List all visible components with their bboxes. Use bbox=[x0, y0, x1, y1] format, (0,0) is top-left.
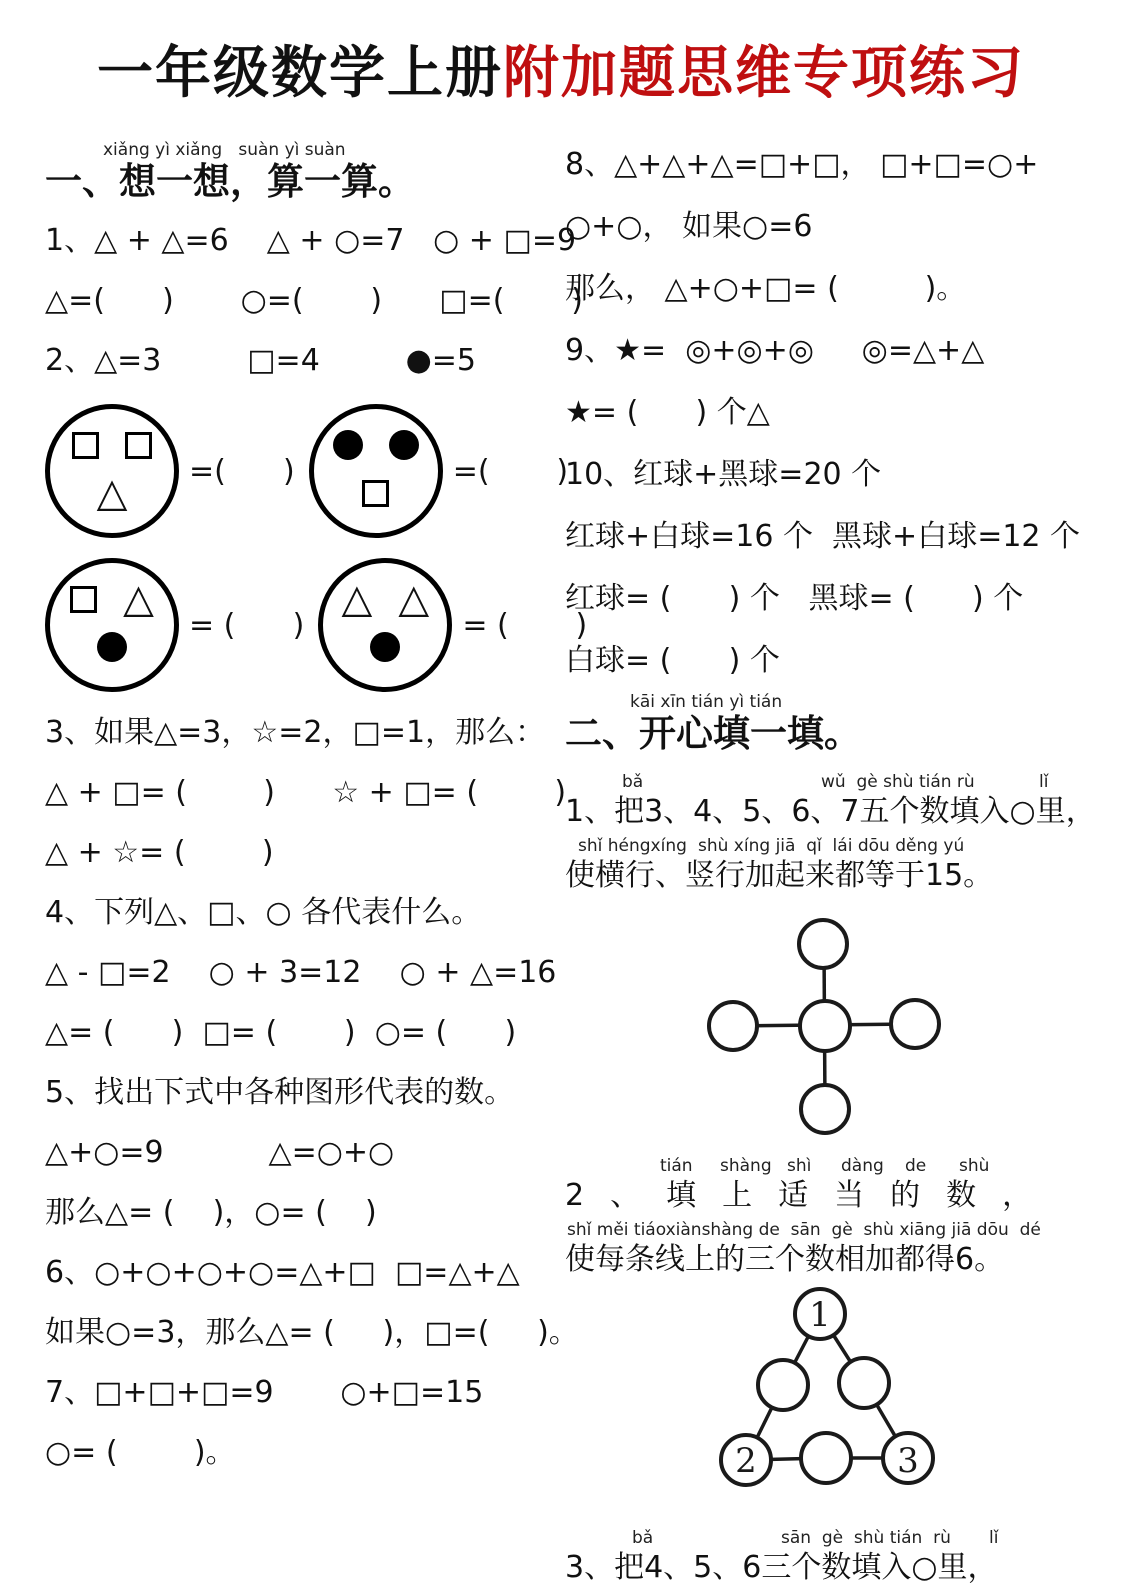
problem-8-condition: ○+○， 如果○=6 bbox=[565, 209, 813, 244]
face-1-blank: =( ) bbox=[189, 453, 295, 489]
problem-5-blanks: 那么△= ( )，○= ( ) bbox=[45, 1195, 377, 1230]
cross-node-bottom bbox=[801, 1085, 849, 1133]
triangle-shape-icon: △ bbox=[398, 576, 430, 622]
problem-2-given: 2、△=3 □=4 ●=5 bbox=[45, 343, 477, 378]
cross-node-center bbox=[800, 1001, 850, 1051]
cross-node-left bbox=[709, 1002, 757, 1050]
square-shape-icon bbox=[362, 480, 389, 507]
triangle-label-3: 3 bbox=[897, 1441, 919, 1481]
cross-node-top bbox=[799, 920, 847, 968]
title-black-part: 一年级数学上册 bbox=[97, 40, 503, 106]
problem-4-prompt: 4、下列△、□、○ 各代表什么。 bbox=[45, 895, 482, 930]
s2-problem-1-line-2: shǐ héngxíng shù xíng jiā qǐ lái dōu děng yú 使横行、竖行加起来都等于15。 bbox=[565, 836, 1100, 894]
problem-1-equations: 1、△ + △=6 △ + ○=7 ○ + □=9 bbox=[45, 223, 577, 258]
problem-6-blanks: 如果○=3，那么△= ( )，□=( )。 bbox=[45, 1315, 579, 1350]
triangle-shape-icon: △ bbox=[123, 576, 154, 622]
face-circle-3 bbox=[45, 558, 179, 692]
title-red-part: 附加题思维专项练习 bbox=[503, 40, 1025, 106]
cross-number-diagram bbox=[565, 902, 1100, 1152]
triangle-node-bottom-mid bbox=[801, 1433, 851, 1483]
dot-shape-icon bbox=[333, 430, 363, 460]
problem-3-given: 3、如果△=3，☆=2，□=1，那么： bbox=[45, 715, 546, 750]
problem-1-blanks: △=( ) ○=( ) □=( ) bbox=[45, 283, 583, 318]
right-column bbox=[565, 140, 1100, 1587]
problem-4-equations: △ - □=2 ○ + 3=12 ○ + △=16 bbox=[45, 955, 557, 990]
section-1-pinyin: xiǎng yì xiǎng suàn yì suàn bbox=[103, 140, 346, 160]
face-diagram-row-1 bbox=[45, 404, 569, 538]
face-circle-2 bbox=[309, 404, 443, 538]
problem-9-equations: 9、★= ◎+◎+◎ ◎=△+△ bbox=[565, 333, 985, 368]
cross-node-right bbox=[891, 1000, 939, 1048]
s2-problem-2-line-1: tián shàng shì dàng de shù 2、填上适当的数， bbox=[565, 1156, 1100, 1214]
triangle-node-left-mid bbox=[758, 1360, 808, 1410]
pinyin-row: bǎ wǔ gè shù tián rù lǐ bbox=[622, 772, 1049, 792]
face-diagram-row-2 bbox=[45, 558, 588, 692]
pinyin-row: shǐ héngxíng shù xíng jiā qǐ lái dōu děng yú bbox=[578, 836, 965, 856]
problem-5-prompt: 5、找出下式中各种图形代表的数。 bbox=[45, 1075, 515, 1110]
section-1-header bbox=[45, 140, 553, 202]
triangle-shape-icon: △ bbox=[96, 470, 128, 516]
dot-shape-icon bbox=[97, 632, 127, 662]
section-2-heading: 二、开心填一填。 bbox=[565, 711, 861, 755]
problem-8-equations: 8、△+△+△=□+□， □+□=○+ bbox=[565, 147, 1039, 182]
page-title bbox=[0, 38, 1122, 108]
problem-8-blanks: 那么， △+○+□= ( )。 bbox=[565, 271, 967, 306]
face-2-blank: =( ) bbox=[452, 453, 569, 489]
section-2-pinyin: kāi xīn tián yì tián bbox=[630, 692, 783, 712]
face-circle-1 bbox=[45, 404, 179, 538]
square-shape-icon bbox=[72, 432, 99, 459]
face-4-blank: = ( ) bbox=[462, 607, 588, 643]
square-shape-icon bbox=[70, 586, 97, 613]
problem-10-blanks-1: 红球= ( ) 个 黑球= ( ) 个 bbox=[565, 581, 1024, 616]
triangle-label-1: 1 bbox=[809, 1295, 831, 1335]
problem-5-equations: △+○=9 △=○+○ bbox=[45, 1135, 395, 1170]
triangle-shape-icon: △ bbox=[341, 576, 373, 622]
problem-7-blanks: ○= ( )。 bbox=[45, 1435, 236, 1470]
s2-problem-1-line-1: bǎ wǔ gè shù tián rù lǐ 1、把3、4、5、6、7五个数填入○里， bbox=[565, 772, 1100, 830]
section-2-header bbox=[565, 692, 1100, 754]
left-column bbox=[45, 140, 588, 1496]
face-3-blank: = ( ) bbox=[189, 607, 305, 643]
pinyin-row: shǐ měi tiáoxiànshàng de sān gè shù xiāng jiā dōu dé bbox=[567, 1220, 1041, 1240]
pinyin-row: tián shàng shì dàng de shù bbox=[660, 1156, 990, 1176]
s2-problem-2-line-2: shǐ měi tiáoxiànshàng de sān gè shù xiāng jiā dōu dé 使每条线上的三个数相加都得6。 bbox=[565, 1220, 1100, 1278]
problem-3-blanks-1: △ + □= ( ) ☆ + □= ( ) bbox=[45, 775, 567, 810]
problem-3-blanks-2: △ + ☆= ( ) bbox=[45, 835, 274, 870]
triangle-label-2: 2 bbox=[735, 1441, 757, 1481]
problem-9-blanks: ★= ( ) 个△ bbox=[565, 395, 770, 430]
problem-10-given-1: 10、红球+黑球=20 个 bbox=[565, 457, 882, 492]
problem-7-equations: 7、□+□+□=9 ○+□=15 bbox=[45, 1375, 484, 1410]
pinyin-row: bǎ sān gè shù tián rù lǐ bbox=[632, 1528, 999, 1548]
problem-10-given-2: 红球+白球=16 个 黑球+白球=12 个 bbox=[565, 519, 1081, 554]
triangle-node-right-mid bbox=[839, 1358, 889, 1408]
triangle-number-diagram bbox=[565, 1284, 1100, 1522]
s2-problem-3-line-1: bǎ sān gè shù tián rù lǐ 3、把4、5、6三个数填入○里， bbox=[565, 1528, 1100, 1586]
problem-10-blanks-2: 白球= ( ) 个 bbox=[565, 643, 780, 678]
square-shape-icon bbox=[125, 432, 152, 459]
face-circle-4 bbox=[318, 558, 452, 692]
section-1-heading: 一、想一想，算一算。 bbox=[45, 159, 415, 203]
dot-shape-icon bbox=[370, 632, 400, 662]
problem-6-equations: 6、○+○+○+○=△+□ □=△+△ bbox=[45, 1255, 520, 1290]
dot-shape-icon bbox=[389, 430, 419, 460]
problem-4-blanks: △= ( ) □= ( ) ○= ( ) bbox=[45, 1015, 517, 1050]
